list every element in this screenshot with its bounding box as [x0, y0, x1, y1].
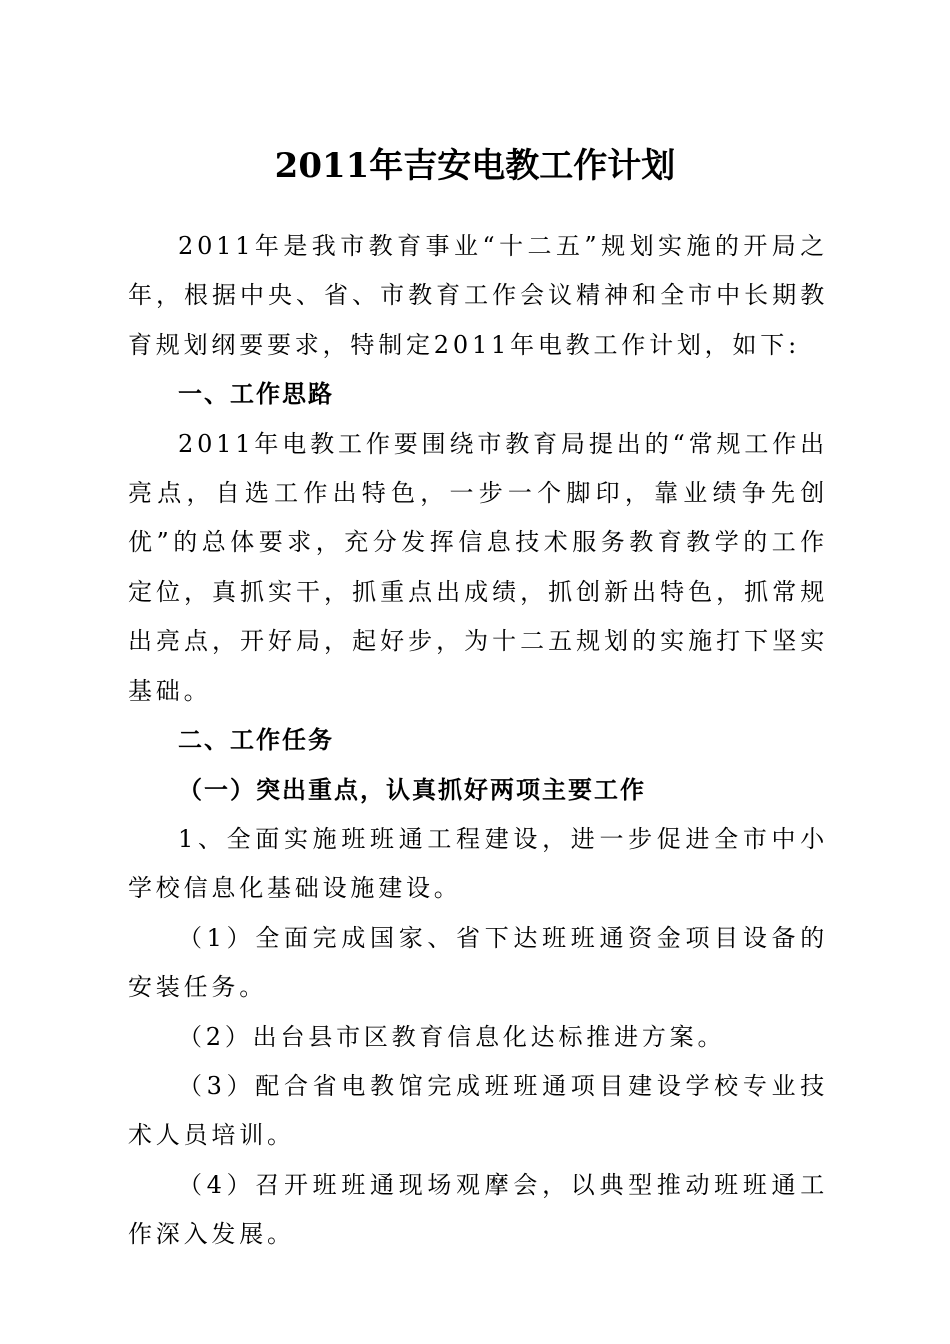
document-body: [128, 222, 828, 1260]
task-subitem-2: （2）出台县市区教育信息化达标推进方案。: [178, 1022, 726, 1051]
intro-paragraph: 2011年是我市教育事业“十二五”规划实施的开局之年，根据中央、省、市教育工作会议精神和全市中长期教育规划纲要要求，特制定2011年电教工作计划，如下:: [128, 232, 828, 359]
approach-paragraph: 2011年电教工作要围绕市教育局提出的“常规工作出亮点，自选工作出特色，一步一个脚印，靠业绩争先创优”的总体要求，充分发挥信息技术服务教育教学的工作定位，真抓实干，抓重点出成绩，抓创新出特色，抓常规出亮点，开好局，起好步，为十二五规划的实施打下坚实基础。: [128, 429, 828, 705]
task-subitem-1: （1）全面完成国家、省下达班班通资金项目设备的安装任务。: [128, 923, 828, 1002]
document-title: 2011年吉安电教工作计划: [274, 145, 676, 186]
task-item-1: 1、全面实施班班通工程建设，进一步促进全市中小学校信息化基础设施建设。: [128, 824, 828, 903]
task-subitem-3: （3）配合省电教馆完成班班通项目建设学校专业技术人员培训。: [128, 1071, 828, 1150]
task-subitem-4: （4）召开班班通现场观摩会，以典型推动班班通工作深入发展。: [128, 1170, 828, 1249]
section-heading-tasks: 二、工作任务: [178, 726, 334, 755]
section-heading-approach: 一、工作思路: [178, 380, 334, 409]
subsection-heading-priorities: （一）突出重点，认真抓好两项主要工作: [178, 775, 646, 805]
